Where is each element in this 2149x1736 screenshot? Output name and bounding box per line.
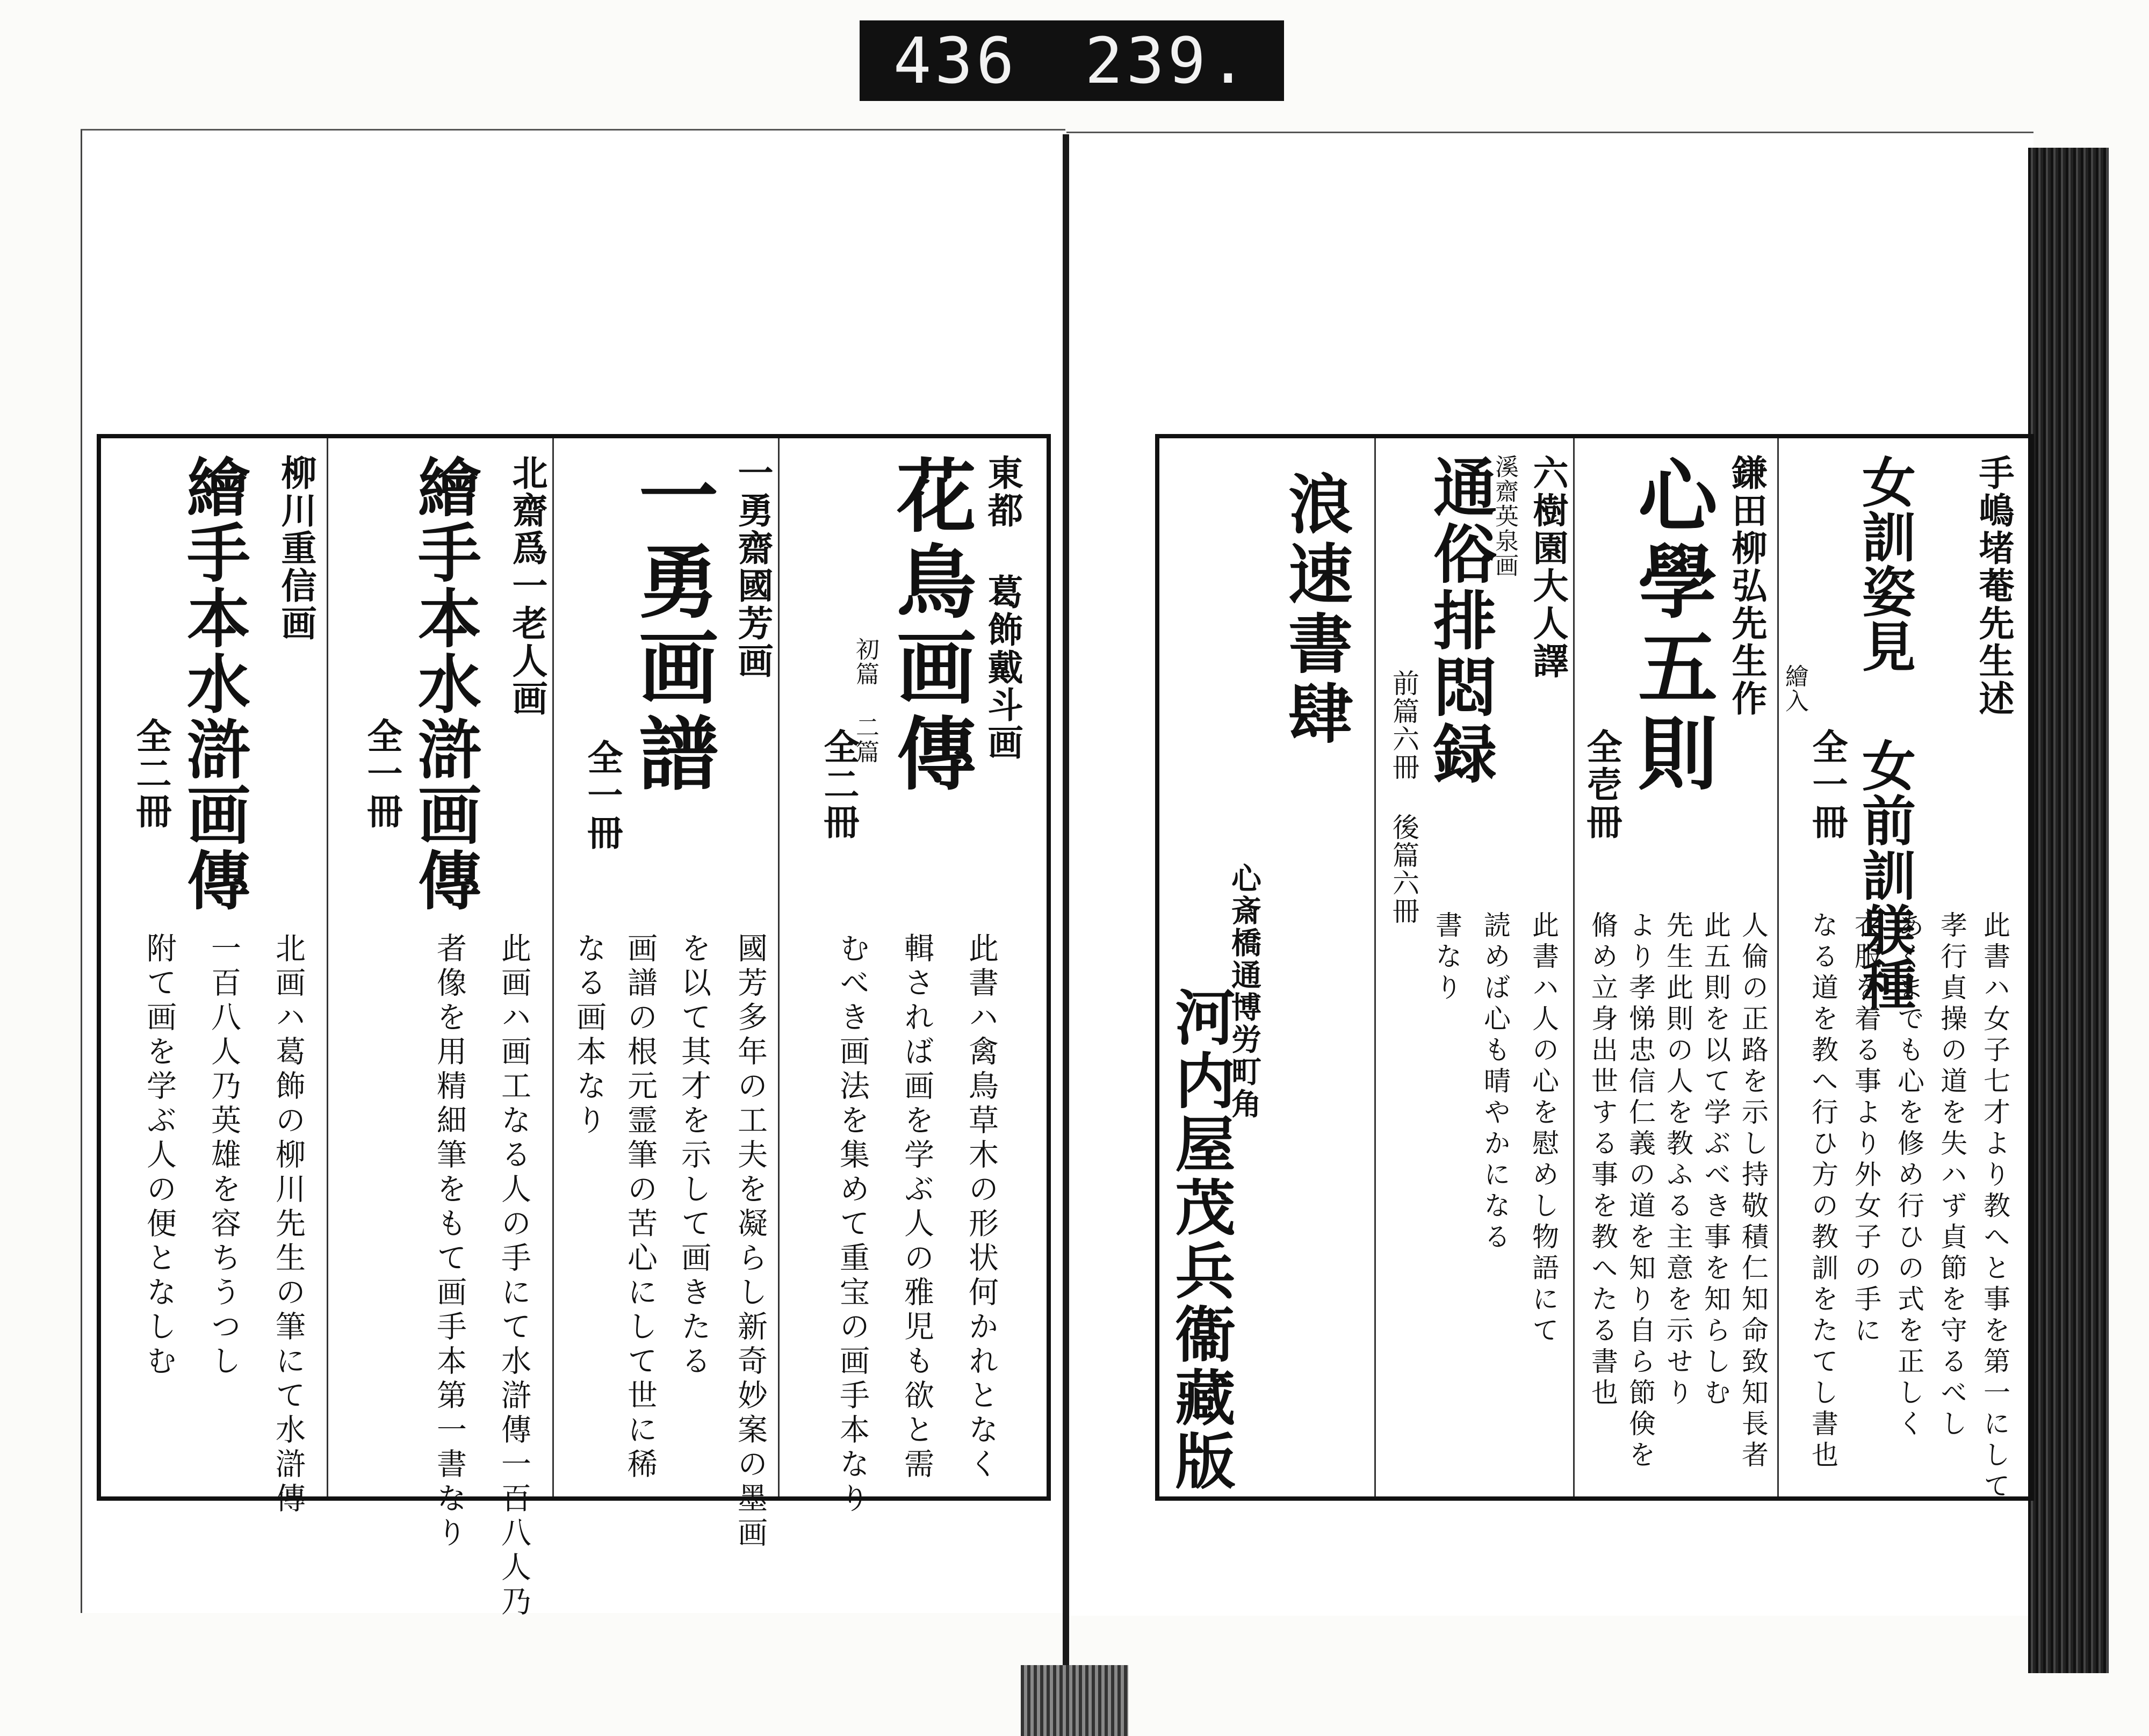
entry-volume: 全二冊	[130, 718, 172, 830]
entry-volume: 全一冊	[581, 739, 623, 852]
entry-desc-line: 一百八人乃英雄を容ちうつし	[206, 932, 241, 1379]
entry-desc-line: 此書ハ人の心を慰めし物語にて	[1528, 911, 1559, 1347]
page-edge	[2028, 148, 2109, 1673]
entry-author: 手嶋堵菴先生述	[1973, 454, 2015, 718]
entry-volume-note: 繪入	[1781, 664, 1808, 713]
entry-desc-line: 画譜の根元霊筆の苦心にして世に稀	[623, 932, 658, 1482]
entry-desc-line: 者像を用精細筆をもて画手本第一書なり	[432, 932, 467, 1551]
entry-volume: 全一冊	[1806, 728, 1848, 841]
entry-volume: 全一冊	[361, 718, 403, 830]
entry-title: 繪手本水滸画傳	[176, 454, 251, 913]
entry-desc-line: 衣服を着る事より外女子の手に	[1850, 911, 1881, 1347]
entry-desc-line: 附て画を学ぶ人の便となしむ	[142, 932, 177, 1379]
left-advert-frame	[97, 434, 1051, 1620]
column-divider	[552, 438, 554, 1496]
entry-volume-note: 溪齋英泉画	[1491, 454, 1518, 578]
entry-desc-line: あくまでも心を修め行ひの式を正しく	[1893, 911, 1924, 1441]
entry-desc-line: 此書ハ女子七才より教へと事を第一にして	[1979, 911, 2010, 1503]
column-divider	[1573, 438, 1575, 1496]
collection-label	[860, 20, 1284, 101]
entry-desc-line: 書なり	[1431, 911, 1462, 1004]
book-spine	[1063, 134, 1069, 1681]
entry-desc-line: なる道を教へ行ひ方の教訓をたてし書也	[1807, 911, 1838, 1472]
label-left-number: 436	[893, 24, 1018, 98]
publisher-address: 心斎橋通博労町角	[1227, 863, 1262, 1120]
entry-desc-line: 此五則を以て学ぶべき事を知らしむ	[1700, 911, 1731, 1409]
entry-desc-line: 読めば心も晴やかになる	[1480, 911, 1511, 1254]
entry-volume-note: 初篇 二篇	[852, 637, 879, 764]
entry-author: 六樹園大人譯	[1527, 454, 1569, 680]
label-right-number: 239.	[1085, 24, 1251, 98]
entry-desc-line: より孝悌忠信仁義の道を知り自ら節倹を	[1625, 911, 1656, 1472]
column-divider	[1374, 438, 1376, 1496]
entry-desc-line: 先生此則の人を教ふる主意を示せり	[1662, 911, 1693, 1409]
spine-bottom-edge	[1021, 1665, 1128, 1736]
entry-desc-line: なる画本なり	[572, 932, 607, 1139]
entry-volume: 前篇六冊 後篇六冊	[1388, 669, 1419, 925]
entry-desc-line: むべき画法を集めて重宝の画手本なり	[835, 932, 870, 1517]
entry-volume: 全二冊	[818, 728, 860, 841]
entry-author: 東都 葛飾戴斗画	[982, 454, 1023, 762]
entry-desc-line: 此書ハ禽鳥草木の形状何かれとなく	[964, 932, 999, 1482]
entry-volume: 全壱冊	[1581, 728, 1622, 841]
entry-title: 一勇画譜	[626, 454, 719, 798]
column-divider	[778, 438, 780, 1496]
entry-author: 鎌田柳弘先生作	[1726, 454, 1768, 718]
entry-title: 花鳥画傳	[884, 454, 977, 798]
entry-desc-line: 人倫の正路を示し持敬積仁知命致知長者	[1737, 911, 1769, 1472]
entry-title: 心學五則	[1625, 454, 1719, 798]
right-advert-frame	[1155, 434, 2034, 1501]
entry-title: 繪手本水滸画傳	[407, 454, 482, 913]
entry-author: 柳川重信画	[275, 454, 317, 642]
entry-desc-line: 脩め立身出世する事を教へたる書也	[1587, 911, 1618, 1409]
publisher-name: 河内屋茂兵衞藏版	[1165, 986, 1236, 1493]
entry-desc-line: 輯されば画を学ぶ人の雅児も欲と需	[899, 932, 934, 1482]
entry-author: 一勇齋國芳画	[732, 454, 774, 680]
entry-title: 通俗排悶録	[1423, 454, 1497, 787]
entry-desc-line: 國芳多年の工夫を凝らし新奇妙案の墨画	[733, 932, 768, 1551]
entry-desc-line: 此画ハ画工なる人の手にて水滸傳一百八人乃	[496, 932, 531, 1620]
entry-desc-line: を以て其才を示して画きたる	[676, 932, 711, 1379]
entry-title: 女訓姿見 女前訓躾種	[1853, 454, 1916, 1012]
column-divider	[1777, 438, 1779, 1496]
entry-desc-line: 孝行貞操の道を失ハず貞節を守るべし	[1936, 911, 1967, 1441]
entry-author: 北齋爲一老人画	[506, 454, 548, 718]
entry-desc-line: 北画ハ葛飾の柳川先生の筆にて水滸傳	[271, 932, 306, 1517]
column-divider	[327, 438, 328, 1496]
publisher-city: 浪速書肆	[1278, 471, 1353, 750]
